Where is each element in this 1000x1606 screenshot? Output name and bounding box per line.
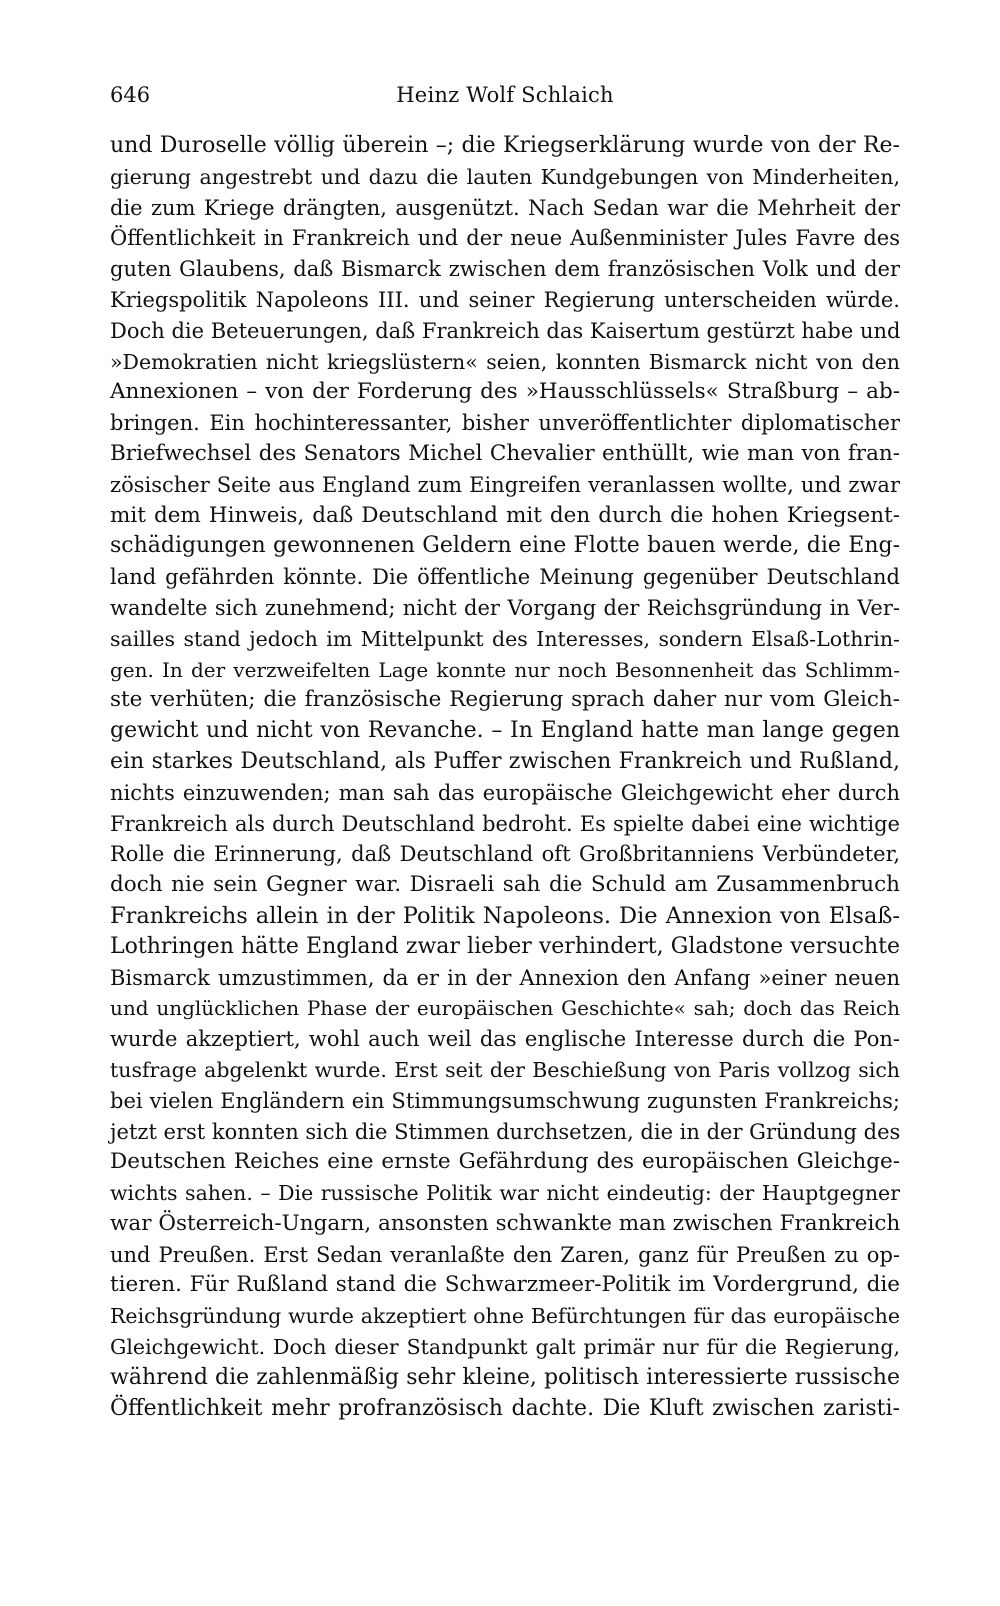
- running-head: [110, 80, 900, 110]
- text-line: und unglücklichen Phase der europäischen Geschichte« sah; doch das Reich: [110, 996, 900, 1021]
- text-line: Lothringen hätte England zwar lieber verhindert, Gladstone versuchte: [110, 933, 900, 959]
- text-line: land gefährden könnte. Die öffentliche Meinung gegenüber Deutschland: [110, 565, 900, 590]
- text-line: zösischer Seite aus England zum Eingreifen veranlassen wollte, und zwar: [110, 472, 900, 497]
- text-line: Kriegspolitik Napoleons III. und seiner Regierung unterscheiden würde.: [110, 287, 900, 312]
- text-line: jetzt erst konnten sich die Stimmen durchsetzen, die in der Gründung des: [110, 1119, 901, 1144]
- text-line: die zum Kriege drängten, ausgenützt. Nach Sedan war die Mehrheit der: [110, 195, 900, 220]
- text-line: gierung angestrebt und dazu die lauten Kundgebungen von Minderheiten,: [110, 164, 900, 189]
- text-line: gewicht und nicht von Revanche. – In England hatte man lange gegen: [110, 718, 900, 744]
- text-line: Bismarck umzustimmen, da er in der Annexion den Anfang »einer neuen: [110, 965, 900, 990]
- text-line: mit dem Hinweis, daß Deutschland mit den durch die hohen Kriegsent-: [110, 502, 900, 528]
- text-line: bei vielen Engländern ein Stimmungsumschwung zugunsten Frankreichs;: [110, 1088, 900, 1113]
- text-line: tieren. Für Rußland stand die Schwarzmeer-Politik im Vordergrund, die: [110, 1272, 900, 1298]
- text-line: Öffentlichkeit mehr profranzösisch dachte. Die Kluft zwischen zaristi-: [110, 1395, 900, 1421]
- text-line: ste verhüten; die französische Regierung sprach daher nur vom Gleich-: [110, 687, 900, 713]
- text-line: schädigungen gewonnenen Geldern eine Flotte bauen werde, die Eng-: [110, 533, 900, 559]
- text-line: Reichsgründung wurde akzeptiert ohne Befürchtungen für das europäische: [110, 1304, 900, 1329]
- text-line: »Demokratien nicht kriegslüstern« seien, konnten Bismarck nicht von den: [110, 349, 900, 374]
- text-line: wandelte sich zunehmend; nicht der Vorgang der Reichsgründung in Ver-: [110, 595, 900, 620]
- text-line: guten Glaubens, daß Bismarck zwischen dem französischen Volk und der: [110, 257, 900, 282]
- page-number: 646: [110, 83, 151, 107]
- text-line: Öffentlichkeit in Frankreich und der neue Außenminister Jules Favre des: [110, 226, 900, 251]
- text-line: Gleichgewicht. Doch dieser Standpunkt galt primär nur für die Regierung,: [110, 1335, 900, 1360]
- text-line: während die zahlenmäßig sehr kleine, politisch interessierte russische: [110, 1364, 900, 1390]
- text-line: bringen. Ein hochinteressanter, bisher unveröffentlichter diplomatischer: [110, 411, 900, 436]
- text-line: und Preußen. Erst Sedan veranlaßte den Zaren, ganz für Preußen zu op-: [110, 1242, 900, 1267]
- text-line: wurde akzeptiert, wohl auch weil das englische Interesse durch die Pon-: [110, 1027, 900, 1052]
- text-line: tusfrage abgelenkt wurde. Erst seit der Beschießung von Paris vollzog sich: [110, 1057, 900, 1082]
- text-line: sailles stand jedoch im Mittelpunkt des Interesses, sondern Elsaß-Lothrin-: [110, 626, 900, 651]
- text-line: Rolle die Erinnerung, daß Deutschland oft Großbritanniens Verbündeter,: [110, 842, 900, 867]
- text-line: nichts einzuwenden; man sah das europäische Gleichgewicht eher durch: [110, 780, 900, 805]
- text-line: Annexionen – von der Forderung des »Hausschlüssels« Straßburg – ab-: [110, 379, 900, 405]
- text-line: doch nie sein Gegner war. Disraeli sah die Schuld am Zusammenbruch: [110, 872, 900, 898]
- text-line: wichts sahen. – Die russische Politik war nicht eindeutig: der Hauptgegner: [110, 1181, 900, 1206]
- text-line: Frankreich als durch Deutschland bedroht. Es spielte dabei eine wichtige: [110, 811, 900, 836]
- text-line: Briefwechsel des Senators Michel Chevalier enthüllt, wie man von fran-: [110, 440, 900, 466]
- text-line: Frankreichs allein in der Politik Napoleons. Die Annexion von Elsaß-: [110, 902, 900, 929]
- running-head-author: Heinz Wolf Schlaich: [396, 83, 614, 107]
- text-line: und Duroselle völlig überein –; die Kriegserklärung wurde von der Re-: [110, 133, 900, 158]
- text-line: Deutschen Reiches eine ernste Gefährdung des europäischen Gleichge-: [110, 1149, 900, 1175]
- text-line: Doch die Beteuerungen, daß Frankreich das Kaisertum gestürzt habe und: [110, 318, 901, 343]
- body-text: [110, 131, 900, 1424]
- text-line: gen. In der verzweifelten Lage konnte nur noch Besonnenheit das Schlimm-: [110, 657, 900, 682]
- text-line: war Österreich-Ungarn, ansonsten schwankte man zwischen Frankreich: [110, 1210, 901, 1236]
- text-line: ein starkes Deutschland, als Puffer zwischen Frankreich und Rußland,: [110, 748, 900, 774]
